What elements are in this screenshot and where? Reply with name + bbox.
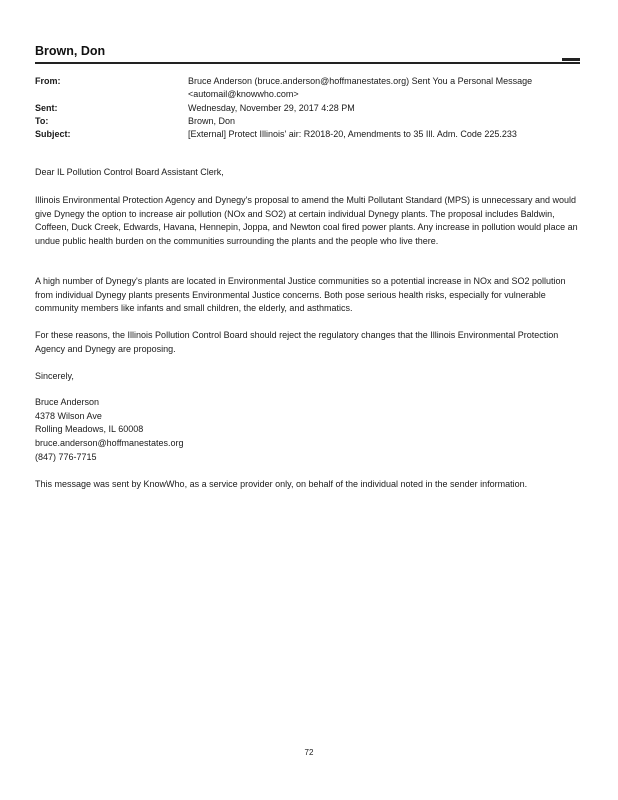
from-value: Bruce Anderson (bruce.anderson@hoffmanestates.org) Sent You a Personal Message <automail@knowwho.com> [188, 76, 533, 99]
to-value: Brown, Don [188, 116, 236, 126]
signature-name: Bruce Anderson [35, 397, 100, 407]
sent-label: Sent: [35, 103, 58, 113]
subject-value: [External] Protect Illinois' air: R2018-20, Amendments to 35 Ill. Adm. Code 225.233 [188, 129, 517, 139]
to-label: To: [35, 116, 49, 126]
header-divider-accent [562, 58, 580, 61]
body-paragraph-3: For these reasons, the Illinois Pollution Control Board should reject the regulatory changes that the Illinois Environmental Protection Agency and Dynegy are proposing. [35, 330, 559, 354]
closing: Sincerely, [35, 371, 74, 381]
signature-street: 4378 Wilson Ave [35, 410, 102, 421]
subject-label: Subject: [35, 129, 71, 139]
salutation: Dear IL Pollution Control Board Assistant Clerk, [35, 167, 224, 177]
signature-block [35, 396, 184, 465]
signature-city: Rolling Meadows, IL 60008 [35, 424, 144, 435]
from-row [35, 75, 580, 101]
footer-note: This message was sent by KnowWho, as a service provider only, on behalf of the individual noted in the sender information. [35, 479, 528, 489]
sent-value: Wednesday, November 29, 2017 4:28 PM [188, 103, 355, 113]
body-paragraph-1: Illinois Environmental Protection Agency and Dynegy's proposal to amend the Multi Pollutant Standard (MPS) is unnecessary and would give Dynegy the option to increase air pollution (NOx and SO2) at certain individual Dynegy plants. The proposal includes Baldwin, Coffeen, Duck Creek, Edwards, Havana, Hennepin, Joppa, and Newton coal fired power plants. Any increase in pollution would place an undue public health burden on the communities surrounding the plants and the people who live there. [35, 195, 578, 246]
signature-email: bruce.anderson@hoffmanestates.org [35, 438, 184, 449]
signature-phone: (847) 776-7715 [35, 451, 97, 462]
document-owner-name: Brown, Don [35, 44, 106, 58]
header-divider [35, 62, 580, 64]
body-paragraph-2: A high number of Dynegy's plants are located in Environmental Justice communities so a potential increase in NOx and SO2 pollution from individual Dynegy plants presents Environmental Justice concerns. Both pose serious health risks, especially for vulnerable community members like infants and small children, the elderly, and asthmatics. [35, 276, 566, 313]
page-number: 72 [304, 748, 314, 757]
from-label: From: [35, 76, 61, 86]
